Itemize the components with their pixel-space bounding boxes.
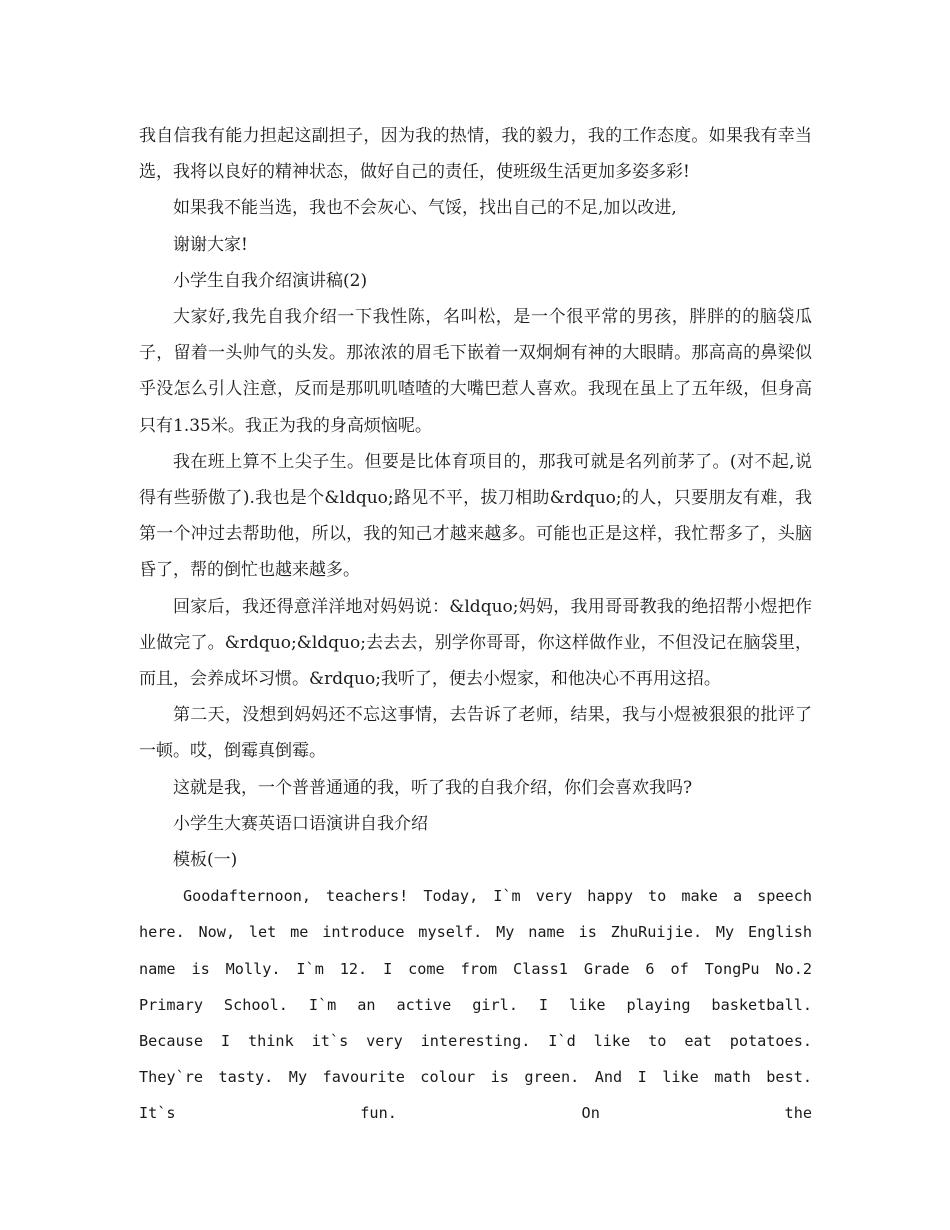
paragraph-confidence: 我自信我有能力担起这副担子，因为我的热情，我的毅力，我的工作态度。如果我有幸当选，我将以良好的精神状态，做好自己的责任，使班级生活更加多姿多彩! bbox=[139, 126, 812, 183]
paragraph-greeting: 大家好,我先自我介绍一下我性陈，名叫松，是一个很平常的男孩，胖胖的的脑袋瓜子，留着一头帅气的头发。那浓浓的眉毛下嵌着一双炯炯有神的大眼睛。那高高的鼻梁似乎没怎么引人注意，反而是那叽叽喳喳的大嘴巴惹人喜欢。我现在虽上了五年级，但身高只有1.35米。我正为我的身高烦恼呢。 bbox=[139, 307, 812, 436]
paragraph-closing: 这就是我，一个普普通通的我，听了我的自我介绍，你们会喜欢我吗? bbox=[173, 777, 693, 798]
paragraph-not-elected: 如果我不能当选，我也不会灰心、气馁，找出自己的不足,加以改进, bbox=[173, 198, 677, 219]
paragraph-thanks: 谢谢大家! bbox=[173, 234, 248, 255]
paragraph-english-speech: Goodafternoon, teachers! Today, I`m very happy to make a speech here. Now, let me introduce myself. My name is ZhuRuijie. My English name is Molly. I`m 12. I come from Class1 Grade 6 of TongPu No.2 Primary School. I`m an active girl. I like playing basketball. Because I think it`s very interesting. I`d like to eat potatoes. They`re tasty. My favourite colour is green. And I like math best. It`s fun. On the bbox=[139, 887, 812, 1123]
section-heading-english-speech: 小学生大赛英语口语演讲自我介绍 bbox=[173, 813, 428, 834]
section-heading-speech-2: 小学生自我介绍演讲稿(2) bbox=[173, 270, 368, 291]
document-body bbox=[139, 118, 812, 1132]
paragraph-next-day: 第二天，没想到妈妈还不忘这事情，去告诉了老师，结果，我与小煜被狠狠的批评了一顿。哎，倒霉真倒霉。 bbox=[139, 705, 812, 762]
paragraph-home: 回家后，我还得意洋洋地对妈妈说：&ldquo;妈妈，我用哥哥教我的绝招帮小煜把作业做完了。&rdquo;&ldquo;去去去，别学你哥哥，你这样做作业，不但没记在脑袋里，而且，会养成坏习惯。&rdquo;我听了，便去小煜家，和他决心不再用这招。 bbox=[139, 596, 812, 690]
section-heading-template-1: 模板(一) bbox=[173, 850, 238, 871]
paragraph-sports: 我在班上算不上尖子生。但要是比体育项目的，那我可就是名列前茅了。(对不起,说得有些骄傲了).我也是个&ldquo;路见不平，拔刀相助&rdquo;的人，只要朋友有难，我第一个冲过去帮助他，所以，我的知己才越来越多。可能也正是这样，我忙帮多了，头脑昏了，帮的倒忙也越来越多。 bbox=[139, 451, 812, 581]
